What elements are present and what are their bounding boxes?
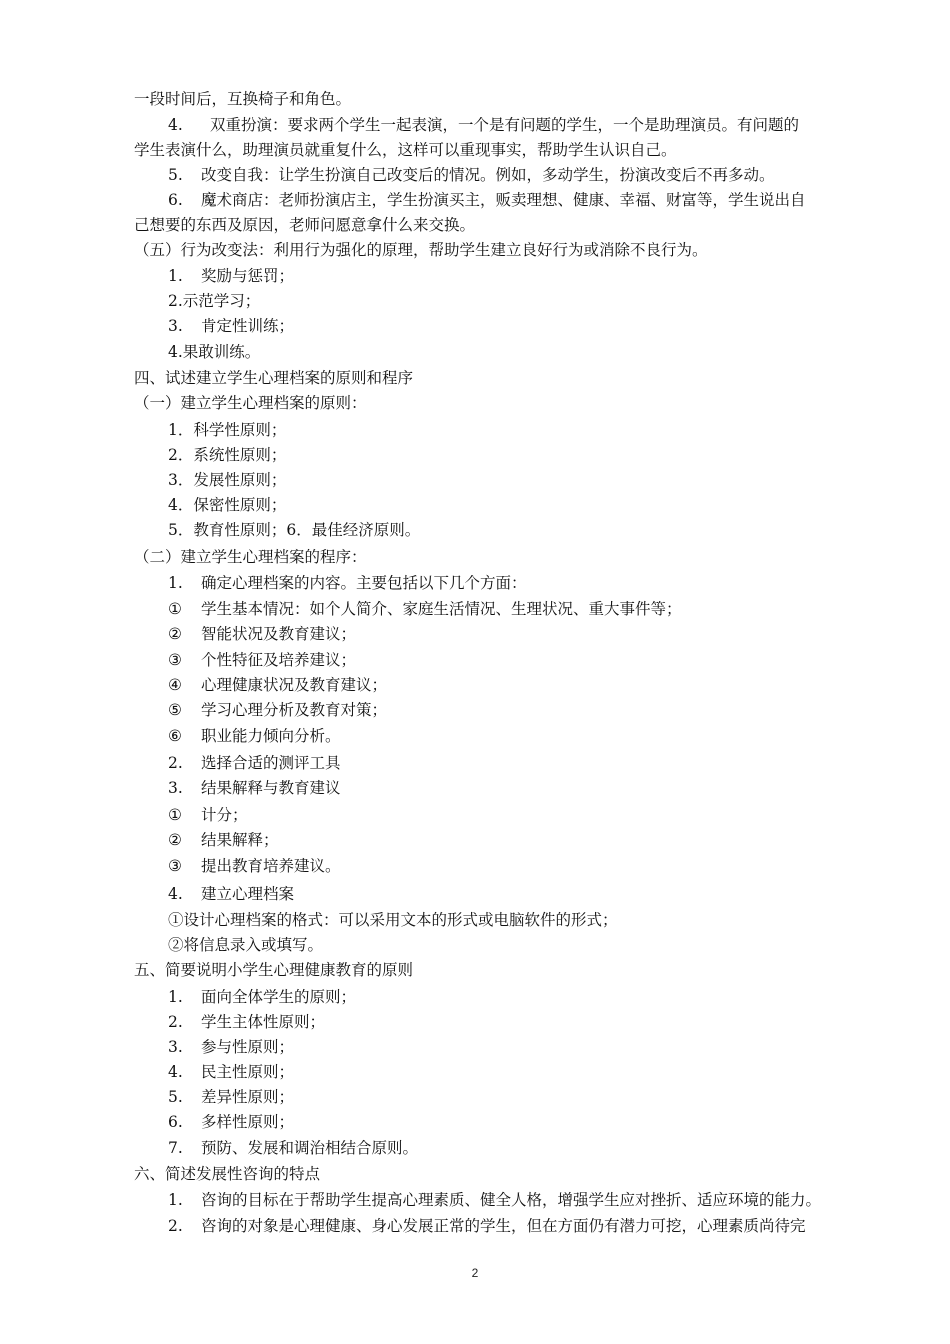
list-item: ① 学生基本情况：如个人简介、家庭生活情况、生理状况、重大事件等； (168, 600, 682, 618)
list-item: 2. 学生主体性原则； (168, 1013, 326, 1031)
list-item: 1. 面向全体学生的原则； (168, 988, 357, 1006)
list-item: 2.示范学习； (168, 292, 261, 310)
list-item: 2．系统性原则； (168, 446, 287, 464)
subsection-heading: （一）建立学生心理档案的原则： (134, 394, 367, 412)
list-item: 5. 差异性原则； (168, 1088, 295, 1106)
text-line: 学生表演什么，助理演员就重复什么，这样可以重现事实，帮助学生认识自己。 (134, 141, 677, 159)
list-item: 4. 双重扮演：要求两个学生一起表演，一个是有问题的学生，一个是助理演员。有问题的 (168, 116, 800, 134)
list-item: ⑤ 学习心理分析及教育对策； (168, 701, 388, 719)
list-item: 3．发展性原则； (168, 471, 287, 489)
list-item: ② 结果解释； (168, 831, 279, 849)
list-item: 2. 选择合适的测评工具 (168, 754, 341, 772)
list-item: 4．保密性原则； (168, 496, 287, 514)
section-heading: 五、简要说明小学生心理健康教育的原则 (134, 961, 414, 979)
text-line: 己想要的东西及原因，老师问愿意拿什么来交换。 (134, 216, 476, 234)
list-item: 4. 民主性原则； (168, 1063, 295, 1081)
section-heading: 四、试述建立学生心理档案的原则和程序 (134, 369, 414, 387)
list-item: ① 计分； (168, 806, 248, 824)
list-item: ③ 个性特征及培养建议； (168, 651, 357, 669)
list-item: 4.果敢训练。 (168, 343, 261, 361)
section-heading: 六、简述发展性咨询的特点 (134, 1165, 321, 1183)
text-line: 一段时间后，互换椅子和角色。 (134, 90, 352, 108)
list-item: 3. 参与性原则； (168, 1038, 295, 1056)
subsection-heading: （二）建立学生心理档案的程序： (134, 548, 367, 566)
list-item: 1．科学性原则； (168, 421, 287, 439)
list-item: 6. 多样性原则； (168, 1113, 295, 1131)
list-item: ⑥ 职业能力倾向分析。 (168, 727, 341, 745)
section-heading: （五）行为改变法：利用行为强化的原理，帮助学生建立良好行为或消除不良行为。 (134, 241, 708, 259)
list-item: 4. 建立心理档案 (168, 885, 295, 903)
list-item: 5. 改变自我：让学生扮演自己改变后的情况。例如，多动学生，扮演改变后不再多动。 (168, 166, 775, 184)
list-item: ② 智能状况及教育建议； (168, 625, 357, 643)
list-item: ②将信息录入或填写。 (168, 936, 324, 954)
list-item: 1. 奖励与惩罚； (168, 267, 295, 285)
page-number: 2 (471, 1266, 479, 1280)
list-item: 3. 结果解释与教育建议 (168, 779, 341, 797)
list-item: ③ 提出教育培养建议。 (168, 857, 341, 875)
list-item: 6. 魔术商店：老师扮演店主，学生扮演买主，贩卖理想、健康、幸福、财富等，学生说出自 (168, 191, 806, 209)
list-item: 3. 肯定性训练； (168, 317, 295, 335)
list-item: 1. 咨询的目标在于帮助学生提高心理素质、健全人格，增强学生应对挫折、适应环境的能力。 (168, 1191, 822, 1209)
list-item: 2. 咨询的对象是心理健康、身心发展正常的学生，但在方面仍有潜力可挖，心理素质尚待完 (168, 1217, 806, 1235)
list-item: 5．教育性原则；6．最佳经济原则。 (168, 521, 421, 539)
list-item: 7. 预防、发展和调治相结合原则。 (168, 1139, 419, 1157)
list-item: ①设计心理档案的格式：可以采用文本的形式或电脑软件的形式； (168, 911, 618, 929)
list-item: 1. 确定心理档案的内容。主要包括以下几个方面： (168, 574, 527, 592)
list-item: ④ 心理健康状况及教育建议； (168, 676, 388, 694)
